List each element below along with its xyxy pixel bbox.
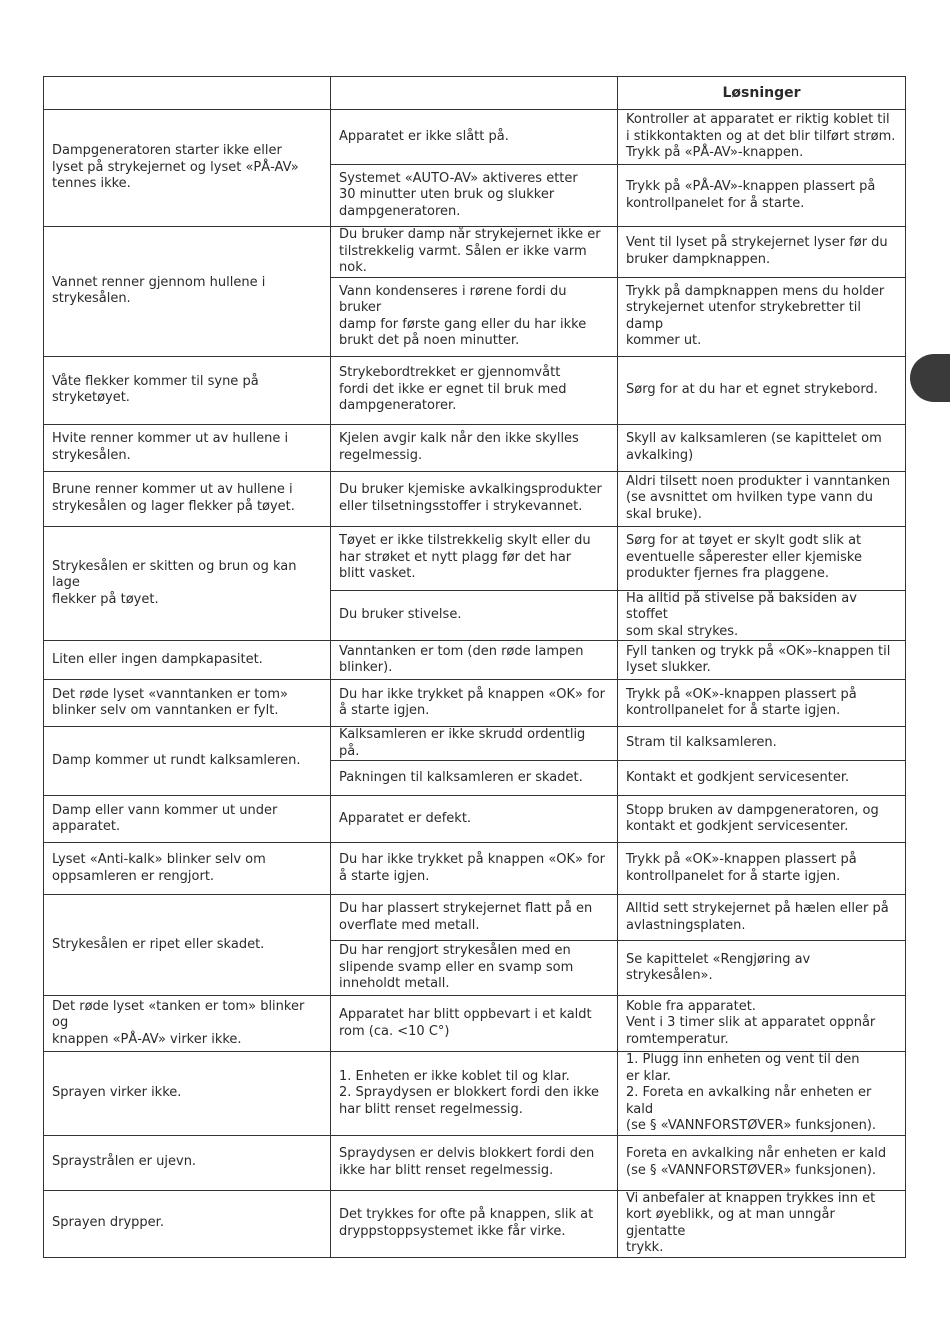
problem-cell: Lyset «Anti-kalk» blinker selv om oppsamleren er rengjort. bbox=[44, 843, 331, 895]
problem-cell: Dampgeneratoren starter ikke eller lyset på strykejernet og lyset «PÅ-AV» tennes ikke. bbox=[44, 110, 331, 227]
header-solutions: Løsninger bbox=[618, 77, 906, 110]
solution-cell: Kontroller at apparatet er riktig koblet til i stikkontakten og at det blir tilført strøm. Trykk på «PÅ-AV»-knappen. bbox=[618, 110, 906, 165]
table-row bbox=[44, 471, 906, 526]
solution-cell: Trykk på «OK»-knappen plassert på kontrollpanelet for å starte igjen. bbox=[618, 843, 906, 895]
cause-cell: Vann kondenseres i rørene fordi du bruker damp for første gang eller du har ikke brukt det på noen minutter. bbox=[331, 277, 618, 356]
header-problem bbox=[44, 77, 331, 110]
problem-cell: Hvite renner kommer ut av hullene i strykesålen. bbox=[44, 424, 331, 471]
table-row bbox=[44, 641, 906, 680]
problem-cell: Spraystrålen er ujevn. bbox=[44, 1135, 331, 1190]
solution-cell: Foreta en avkalking når enheten er kald (se § «VANNFORSTØVER» funksjonen). bbox=[618, 1135, 906, 1190]
problem-cell: Sprayen virker ikke. bbox=[44, 1052, 331, 1136]
cause-cell: Apparatet er defekt. bbox=[331, 796, 618, 843]
problem-cell: Sprayen drypper. bbox=[44, 1190, 331, 1257]
table-row bbox=[44, 356, 906, 424]
solution-cell: Trykk på «OK»-knappen plassert på kontrollpanelet for å starte igjen. bbox=[618, 680, 906, 727]
header-cause bbox=[331, 77, 618, 110]
problem-cell: Det røde lyset «tanken er tom» blinker og knappen «PÅ-AV» virker ikke. bbox=[44, 996, 331, 1052]
problem-cell: Det røde lyset «vanntanken er tom» blinker selv om vanntanken er fylt. bbox=[44, 680, 331, 727]
solution-cell: Koble fra apparatet. Vent i 3 timer slik at apparatet oppnår romtemperatur. bbox=[618, 996, 906, 1052]
solution-cell: Stram til kalksamleren. bbox=[618, 727, 906, 761]
table-row bbox=[44, 1135, 906, 1190]
header-row bbox=[44, 77, 906, 110]
table-row bbox=[44, 895, 906, 941]
cause-cell: Du bruker stivelse. bbox=[331, 590, 618, 641]
solution-cell: Vent til lyset på strykejernet lyser før du bruker dampknappen. bbox=[618, 227, 906, 278]
solution-cell: Alltid sett strykejernet på hælen eller på avlastningsplaten. bbox=[618, 895, 906, 941]
table-body bbox=[44, 110, 906, 1258]
cause-cell: Tøyet er ikke tilstrekkelig skylt eller du har strøket et nytt plagg før det har blitt vasket. bbox=[331, 526, 618, 590]
problem-cell: Strykesålen er skitten og brun og kan lage flekker på tøyet. bbox=[44, 526, 331, 641]
table-row bbox=[44, 1052, 906, 1136]
problem-cell: Liten eller ingen dampkapasitet. bbox=[44, 641, 331, 680]
problem-cell: Damp kommer ut rundt kalksamleren. bbox=[44, 727, 331, 796]
table-row bbox=[44, 227, 906, 278]
cause-cell: Du bruker kjemiske avkalkingsprodukter eller tilsetningsstoffer i strykevannet. bbox=[331, 471, 618, 526]
table-row bbox=[44, 1190, 906, 1257]
solution-cell: Skyll av kalksamleren (se kapittelet om avkalking) bbox=[618, 424, 906, 471]
problem-cell: Brune renner kommer ut av hullene i strykesålen og lager flekker på tøyet. bbox=[44, 471, 331, 526]
cause-cell: Spraydysen er delvis blokkert fordi den ikke har blitt renset regelmessig. bbox=[331, 1135, 618, 1190]
solution-cell: Stopp bruken av dampgeneratoren, og kontakt et godkjent servicesenter. bbox=[618, 796, 906, 843]
cause-cell: Apparatet har blitt oppbevart i et kaldt rom (ca. <10 C°) bbox=[331, 996, 618, 1052]
cause-cell: Du har plassert strykejernet flatt på en overflate med metall. bbox=[331, 895, 618, 941]
problem-cell: Damp eller vann kommer ut under apparatet. bbox=[44, 796, 331, 843]
problem-cell: Strykesålen er ripet eller skadet. bbox=[44, 895, 331, 996]
table-row bbox=[44, 796, 906, 843]
cause-cell: Du bruker damp når strykejernet ikke er tilstrekkelig varmt. Sålen er ikke varm nok. bbox=[331, 227, 618, 278]
solution-cell: Kontakt et godkjent servicesenter. bbox=[618, 761, 906, 796]
cause-cell: Systemet «AUTO-AV» aktiveres etter 30 minutter uten bruk og slukker dampgeneratoren. bbox=[331, 165, 618, 227]
solution-cell: Sørg for at du har et egnet strykebord. bbox=[618, 356, 906, 424]
cause-cell: 1. Enheten er ikke koblet til og klar. 2. Spraydysen er blokkert fordi den ikke har blitt renset regelmessig. bbox=[331, 1052, 618, 1136]
solution-cell: Fyll tanken og trykk på «OK»-knappen til lyset slukker. bbox=[618, 641, 906, 680]
table-row bbox=[44, 424, 906, 471]
solution-cell: Ha alltid på stivelse på baksiden av stoffet som skal strykes. bbox=[618, 590, 906, 641]
problem-cell: Våte flekker kommer til syne på stryketøyet. bbox=[44, 356, 331, 424]
table-row bbox=[44, 680, 906, 727]
cause-cell: Pakningen til kalksamleren er skadet. bbox=[331, 761, 618, 796]
cause-cell: Du har rengjort strykesålen med en slipende svamp eller en svamp som inneholdt metall. bbox=[331, 941, 618, 996]
table-row bbox=[44, 843, 906, 895]
cause-cell: Kjelen avgir kalk når den ikke skylles regelmessig. bbox=[331, 424, 618, 471]
solution-cell: 1. Plugg inn enheten og vent til den er klar. 2. Foreta en avkalking når enheten er kald (se § «VANNFORSTØVER» funksjonen). bbox=[618, 1052, 906, 1136]
chapter-tab-marker bbox=[910, 354, 950, 402]
table-row bbox=[44, 110, 906, 165]
solution-cell: Vi anbefaler at knappen trykkes inn et kort øyeblikk, og at man unngår gjentatte trykk. bbox=[618, 1190, 906, 1257]
solution-cell: Trykk på dampknappen mens du holder strykejernet utenfor strykebretter til damp kommer ut. bbox=[618, 277, 906, 356]
cause-cell: Du har ikke trykket på knappen «OK» for å starte igjen. bbox=[331, 843, 618, 895]
cause-cell: Det trykkes for ofte på knappen, slik at dryppstoppsystemet ikke får virke. bbox=[331, 1190, 618, 1257]
solution-cell: Trykk på «PÅ-AV»-knappen plassert på kontrollpanelet for å starte. bbox=[618, 165, 906, 227]
solution-cell: Aldri tilsett noen produkter i vanntanken (se avsnittet om hvilken type vann du skal bruke). bbox=[618, 471, 906, 526]
solution-cell: Se kapittelet «Rengjøring av strykesålen». bbox=[618, 941, 906, 996]
cause-cell: Vanntanken er tom (den røde lampen blinker). bbox=[331, 641, 618, 680]
cause-cell: Strykebordtrekket er gjennomvått fordi det ikke er egnet til bruk med dampgeneratorer. bbox=[331, 356, 618, 424]
cause-cell: Kalksamleren er ikke skrudd ordentlig på. bbox=[331, 727, 618, 761]
table-row bbox=[44, 996, 906, 1052]
cause-cell: Du har ikke trykket på knappen «OK» for å starte igjen. bbox=[331, 680, 618, 727]
table-row bbox=[44, 727, 906, 761]
solution-cell: Sørg for at tøyet er skylt godt slik at eventuelle såperester eller kjemiske produkter fjernes fra plaggene. bbox=[618, 526, 906, 590]
cause-cell: Apparatet er ikke slått på. bbox=[331, 110, 618, 165]
problem-cell: Vannet renner gjennom hullene i strykesålen. bbox=[44, 227, 331, 357]
troubleshooting-table bbox=[43, 76, 906, 1258]
table-row bbox=[44, 526, 906, 590]
